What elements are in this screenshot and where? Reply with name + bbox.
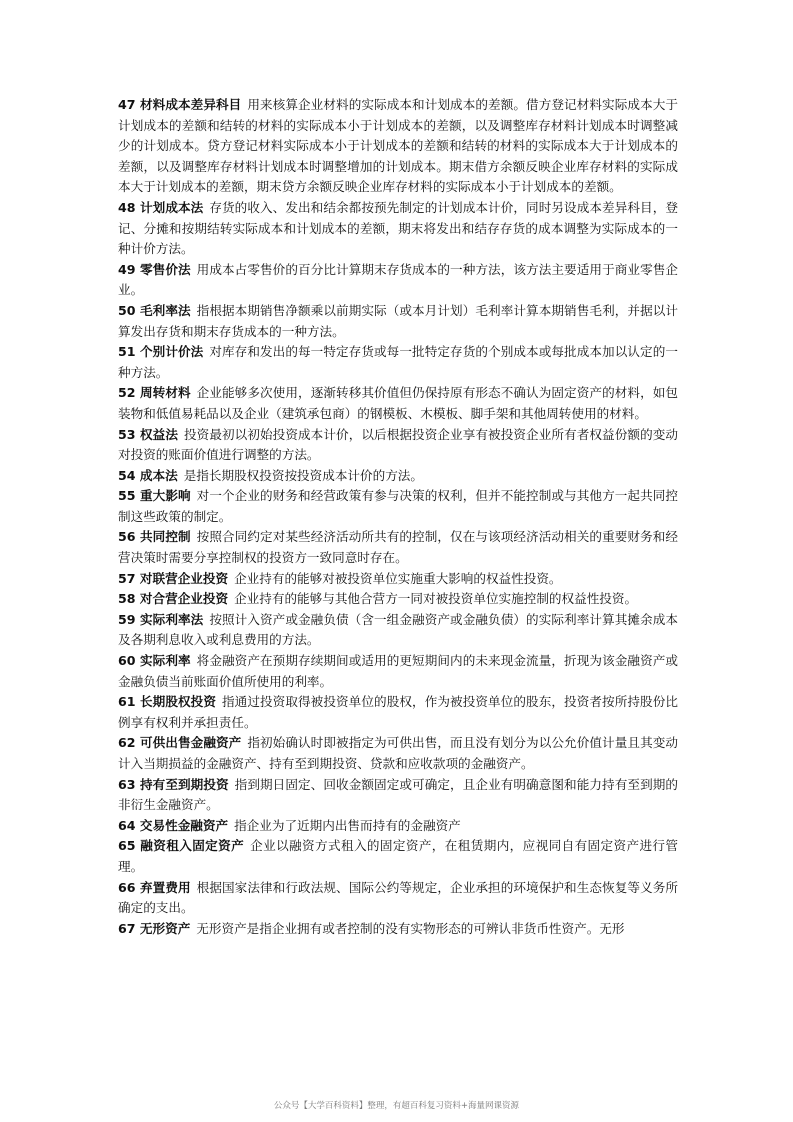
term-heading: 62 可供出售金融资产	[118, 735, 242, 751]
term-definition: 存货的收入、发出和结余都按预先制定的计划成本计价，同时另设成本差异科目，登记、分摊和按期结转实际成本和计划成本的差额，期末将发出和结存存货的成本调整为实际成本的一种计价方法。	[118, 199, 678, 257]
entry-66	[118, 878, 678, 919]
term-heading: 60 实际利率	[118, 653, 191, 669]
entry-64	[118, 816, 678, 837]
entry-56	[118, 527, 678, 568]
term-heading: 56 共同控制	[118, 529, 191, 545]
term-definition: 按照合同约定对某些经济活动所共有的控制，仅在与该项经济活动相关的重要财务和经营决策时需要分享控制权的投资方一致同意时存在。	[118, 529, 679, 566]
term-heading: 51 个别计价法	[118, 344, 204, 360]
entry-53	[118, 425, 678, 466]
term-heading: 49 零售价法	[118, 261, 191, 277]
term-definition: 将金融资产在预期存续期间或适用的更短期间内的未来现金流量，折现为该金融资产或金融负债当前账面价值所使用的利率。	[118, 653, 679, 689]
term-heading: 61 长期股权投资	[118, 694, 216, 710]
entry-61	[118, 692, 678, 733]
term-definition: 根据国家法律和行政法规、国际公约等规定，企业承担的环境保护和生态恢复等义务所确定的支出。	[118, 879, 679, 916]
entry-55	[118, 486, 678, 527]
entry-58	[118, 589, 678, 610]
entry-59	[118, 610, 678, 651]
term-heading: 64 交易性金融资产	[118, 817, 229, 833]
term-heading: 47 材料成本差异科目	[118, 97, 242, 112]
term-definition: 投资最初以初始投资成本计价，以后根据投资企业享有被投资企业所有者权益份额的变动对投资的账面价值进行调整的方法。	[118, 426, 678, 463]
term-definition: 无形资产是指企业拥有或者控制的没有实物形态的可辨认非货币性资产。无形	[196, 920, 625, 936]
term-definition: 指初始确认时即被指定为可供出售，而且没有划分为以公允价值计量且其变动计入当期损益的金融资产、持有至到期投资、贷款和应收款项的金融资产。	[118, 735, 678, 771]
term-definition: 指企业为了近期内出售而持有的金融资产	[234, 817, 461, 833]
term-heading: 65 融资租入固定资产	[118, 838, 245, 854]
entry-51	[118, 342, 678, 383]
term-heading: 48 计划成本法	[118, 199, 204, 215]
entry-65	[118, 836, 678, 877]
term-definition: 用来核算企业材料的实际成本和计划成本的差额。借方登记材料实际成本大于计划成本的差额和结转的材料的实际成本小于计划成本的差额，以及调整库存材料计划成本时调整减少的计划成本。贷方登记材料实际成本小于计划成本的差额和结转的材料的实际成本大于计划成本的差额，以及调整库存材料计划成本时调整增加的计划成本。期末借方余额反映企业库存材料的实际成本大于计划成本的差额，期末贷方余额反映企业库存材料的实际成本小于计划成本的差额。	[118, 97, 678, 195]
term-definition: 对一个企业的财务和经营政策有参与决策的权利，但并不能控制或与其他方一起共同控制这些政策的制定。	[118, 488, 679, 524]
term-heading: 63 持有至到期投资	[118, 776, 229, 792]
term-definition: 指根据本期销售净额乘以前期实际（或本月计划）毛利率计算本期销售毛利，并据以计算发出存货和期末存货成本的一种方法。	[118, 302, 679, 339]
entry-52	[118, 383, 678, 424]
page-footer: 公众号【大学百科资料】整理，有超百科复习资料+海量网课资源	[273, 1101, 520, 1111]
term-heading: 53 权益法	[118, 426, 178, 442]
term-heading: 66 弃置费用	[118, 879, 191, 895]
term-definition: 企业以融资方式租入的固定资产，在租赁期内，应视同自有固定资产进行管理。	[118, 838, 678, 874]
term-definition: 是指长期股权投资按投资成本计价的方法。	[183, 467, 423, 483]
entry-67	[118, 919, 678, 940]
entry-62	[118, 733, 678, 774]
term-definition: 企业持有的能够与其他合营方一同对被投资单位实施控制的权益性投资。	[234, 591, 638, 607]
entry-54	[118, 466, 678, 487]
entry-49	[118, 260, 678, 301]
term-definition: 用成本占零售价的百分比计算期末存货成本的一种方法，该方法主要适用于商业零售企业。	[118, 261, 679, 298]
term-definition: 按照计入资产或金融负债（含一组金融资产或金融负债）的实际利率计算其摊余成本及各期利息收入或利息费用的方法。	[118, 611, 678, 648]
term-heading: 54 成本法	[118, 467, 178, 483]
term-heading: 67 无形资产	[118, 920, 191, 936]
term-definition: 企业持有的能够对被投资单位实施重大影响的权益性投资。	[234, 570, 562, 586]
entry-63	[118, 775, 678, 816]
term-definition: 对库存和发出的每一特定存货或每一批特定存货的个别成本或每批成本加以认定的一种方法。	[118, 344, 678, 380]
document-body	[118, 95, 678, 939]
term-heading: 50 毛利率法	[118, 302, 191, 318]
term-definition: 企业能够多次使用，逐渐转移其价值但仍保持原有形态不确认为固定资产的材料，如包装物和低值易耗品以及企业（建筑承包商）的钢模板、木模板、脚手架和其他周转使用的材料。	[118, 385, 679, 421]
entry-60	[118, 651, 678, 692]
term-heading: 55 重大影响	[118, 488, 191, 504]
term-heading: 57 对联营企业投资	[118, 570, 229, 586]
entry-47	[118, 95, 678, 198]
entry-50	[118, 301, 678, 342]
entry-48	[118, 198, 678, 260]
term-heading: 58 对合营企业投资	[118, 591, 229, 607]
entry-57	[118, 569, 678, 590]
term-heading: 59 实际利率法	[118, 611, 204, 627]
term-definition: 指到期日固定、回收金额固定或可确定，且企业有明确意图和能力持有至到期的非衍生金融资产。	[118, 776, 678, 813]
term-heading: 52 周转材料	[118, 385, 191, 401]
term-definition: 指通过投资取得被投资单位的股权，作为被投资单位的股东，投资者按所持股份比例享有权利并承担责任。	[118, 694, 678, 730]
